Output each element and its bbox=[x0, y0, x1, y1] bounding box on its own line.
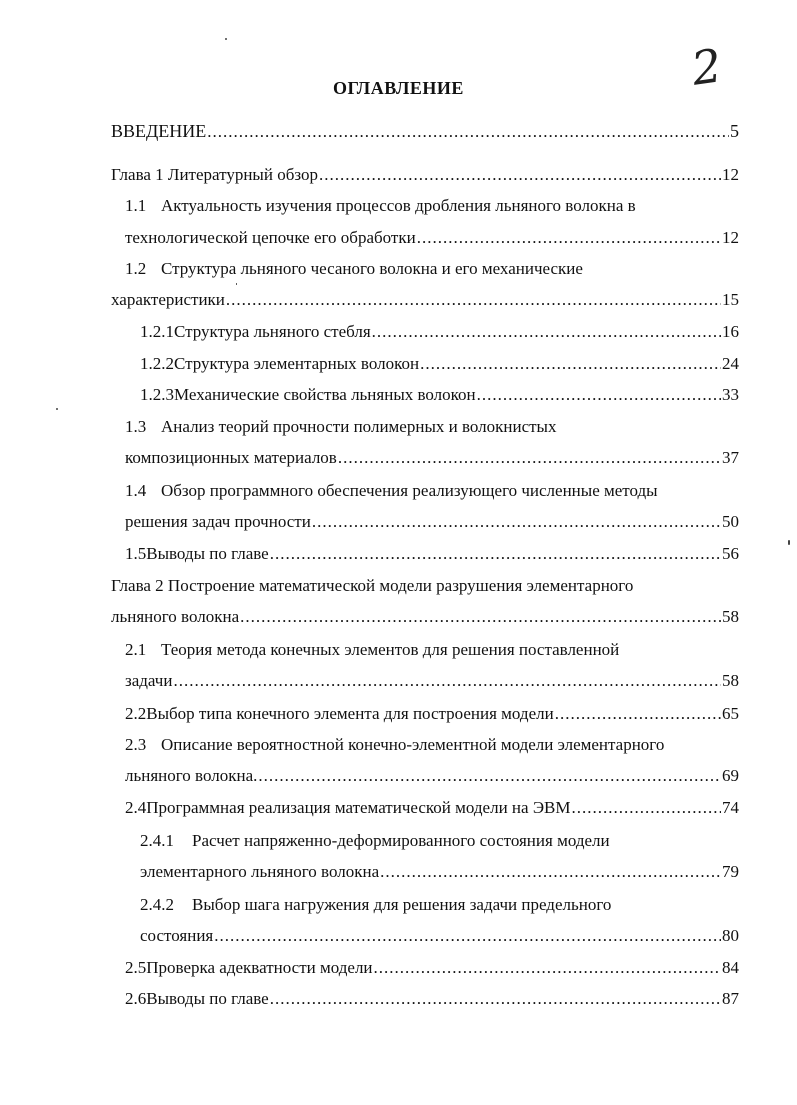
toc-page-number: 37 bbox=[722, 448, 739, 467]
toc-entry-1-1-line1[interactable] bbox=[125, 194, 636, 218]
toc-page-number: 74 bbox=[722, 798, 739, 817]
toc-entry-title: Структура льняного чесаного волокна и его механические bbox=[161, 259, 583, 278]
toc-entry-title: Выводы по главе bbox=[146, 989, 269, 1008]
toc-page-number: 16 bbox=[722, 322, 739, 341]
toc-entry-1-3-line1[interactable] bbox=[125, 415, 556, 439]
handwritten-page-number: 2 bbox=[688, 38, 725, 96]
scan-speck bbox=[225, 38, 227, 40]
toc-entry-1-2[interactable] bbox=[111, 288, 739, 312]
section-number: 1.2.3 bbox=[140, 385, 174, 404]
toc-entry-2-5[interactable] bbox=[125, 956, 739, 980]
section-number: 1.4 bbox=[125, 481, 147, 500]
leader-dots bbox=[270, 542, 721, 566]
leader-dots bbox=[374, 956, 721, 980]
section-number: 2.2 bbox=[125, 704, 147, 723]
toc-page-number: 56 bbox=[722, 544, 739, 563]
section-number: 1.5 bbox=[125, 544, 147, 563]
toc-entry-title: Проверка адекватности модели bbox=[146, 958, 373, 977]
leader-dots bbox=[312, 510, 721, 534]
toc-page-number: 58 bbox=[722, 607, 739, 626]
toc-entry-title-cont: льняного волокна. bbox=[125, 766, 258, 785]
section-number: 2.5 bbox=[125, 958, 147, 977]
leader-dots bbox=[338, 446, 721, 470]
leader-dots bbox=[173, 669, 721, 693]
toc-entry-title: Актуальность изучения процессов дробления льняного волокна в bbox=[161, 196, 636, 215]
toc-entry-2-3[interactable] bbox=[125, 764, 739, 788]
toc-page-number: 65 bbox=[722, 704, 739, 723]
toc-entry-title: Глава 1 Литературный обзор bbox=[111, 165, 318, 184]
toc-entry-title: Теория метода конечных элементов для решения поставленной bbox=[161, 640, 620, 659]
toc-entry-intro[interactable] bbox=[111, 119, 739, 143]
leader-dots bbox=[420, 352, 721, 376]
toc-entry-title: Анализ теорий прочности полимерных и волокнистых bbox=[161, 417, 557, 436]
leader-dots bbox=[555, 702, 721, 726]
toc-entry-1-4[interactable] bbox=[125, 510, 739, 534]
toc-entry-title: Выбор типа конечного элемента для построения модели bbox=[146, 704, 554, 723]
scan-speck bbox=[56, 408, 58, 410]
section-number: 2.4.1 bbox=[140, 831, 174, 850]
toc-entry-title-cont: композиционных материалов bbox=[125, 448, 337, 467]
section-number: 2.4 bbox=[125, 798, 147, 817]
toc-entry-chapter-1[interactable] bbox=[111, 163, 739, 187]
toc-entry-title: Описание вероятностной конечно-элементной модели элементарного bbox=[161, 735, 665, 754]
toc-entry-title: Обзор программного обеспечения реализующего численные методы bbox=[161, 481, 658, 500]
leader-dots bbox=[380, 860, 721, 884]
leader-dots bbox=[214, 924, 721, 948]
leader-dots bbox=[572, 796, 722, 820]
toc-entry-title: Выбор шага нагружения для решения задачи предельного bbox=[192, 895, 612, 914]
section-number: 1.2.2 bbox=[140, 354, 174, 373]
toc-entry-1-3[interactable] bbox=[125, 446, 739, 470]
leader-dots bbox=[207, 120, 729, 144]
toc-entry-title-cont: задачи bbox=[125, 671, 173, 690]
section-number: 2.1 bbox=[125, 640, 147, 659]
toc-entry-title-cont: технологической цепочке его обработки bbox=[125, 228, 416, 247]
section-number: 1.1 bbox=[125, 196, 147, 215]
leader-dots bbox=[372, 320, 721, 344]
toc-page-number: 33 bbox=[722, 385, 739, 404]
toc-entry-title: Программная реализация математической модели на ЭВМ bbox=[146, 798, 571, 817]
toc-entry-title: Механические свойства льняных волокон bbox=[174, 385, 476, 404]
toc-entry-title: Расчет напряженно-деформированного состояния модели bbox=[192, 831, 610, 850]
toc-entry-1-2-1[interactable] bbox=[140, 320, 739, 344]
page-title: ОГЛАВЛЕНИЕ bbox=[333, 78, 464, 98]
leader-dots bbox=[240, 605, 721, 629]
toc-entry-title: Структура льняного стебля bbox=[174, 322, 371, 341]
toc-entry-2-4-1[interactable] bbox=[140, 860, 739, 884]
leader-dots bbox=[417, 226, 721, 250]
section-number: 1.2 bbox=[125, 259, 147, 278]
toc-entry-2-3-line1[interactable] bbox=[125, 733, 664, 757]
toc-entry-2-1[interactable] bbox=[125, 669, 739, 693]
toc-entry-title: Структура элементарных волокон bbox=[174, 354, 420, 373]
section-number: 1.2.1 bbox=[140, 322, 174, 341]
toc-entry-title: Выводы по главе bbox=[146, 544, 269, 563]
leader-dots bbox=[226, 288, 721, 312]
leader-dots bbox=[319, 163, 721, 187]
toc-page-number: 84 bbox=[722, 958, 739, 977]
toc-entry-1-2-line1[interactable] bbox=[125, 257, 583, 281]
toc-entry-2-4[interactable] bbox=[125, 796, 739, 820]
toc-entry-1-5[interactable] bbox=[125, 542, 739, 566]
section-number: 2.4.2 bbox=[140, 895, 174, 914]
toc-entry-title-cont: состояния bbox=[140, 926, 214, 945]
toc-entry-title-cont: льняного волокна bbox=[111, 607, 240, 626]
toc-entry-title: ВВЕДЕНИЕ bbox=[111, 121, 207, 141]
section-number: 2.6 bbox=[125, 989, 147, 1008]
toc-page-number: 12 bbox=[722, 228, 739, 247]
toc-entry-1-1[interactable] bbox=[125, 226, 739, 250]
toc-entry-2-1-line1[interactable] bbox=[125, 638, 619, 662]
section-number: 1.3 bbox=[125, 417, 147, 436]
leader-dots bbox=[477, 383, 721, 407]
toc-entry-title-cont: решения задач прочности bbox=[125, 512, 311, 531]
scan-speck bbox=[236, 283, 237, 285]
toc-page-number: 50 bbox=[722, 512, 739, 531]
toc-entry-1-2-2[interactable] bbox=[140, 352, 739, 376]
toc-page-number: 79 bbox=[722, 862, 739, 881]
toc-entry-1-2-3[interactable] bbox=[140, 383, 739, 407]
toc-entry-2-4-2[interactable] bbox=[140, 924, 739, 948]
toc-entry-chapter-2-line1[interactable] bbox=[111, 574, 633, 598]
toc-page-number: 12 bbox=[722, 165, 739, 184]
toc-entry-title-cont: характеристики bbox=[111, 290, 225, 309]
toc-entry-2-6[interactable] bbox=[125, 987, 739, 1011]
section-number: 2.3 bbox=[125, 735, 147, 754]
scan-speck bbox=[788, 540, 790, 545]
toc-page-number: 87 bbox=[722, 989, 739, 1008]
toc-page-number: 24 bbox=[722, 354, 739, 373]
toc-page-number: 80 bbox=[722, 926, 739, 945]
toc-entry-title-cont: элементарного льняного волокна bbox=[140, 862, 380, 881]
toc-entry-1-4-line1[interactable] bbox=[125, 479, 658, 503]
leader-dots bbox=[270, 987, 721, 1011]
toc-page-number: 15 bbox=[722, 290, 739, 309]
toc-entry-2-2[interactable] bbox=[125, 702, 739, 726]
toc-entry-2-4-1-line1[interactable] bbox=[140, 829, 610, 853]
toc-entry-chapter-2[interactable] bbox=[111, 605, 739, 629]
toc-entry-title: Глава 2 Построение математической модели разрушения элементарного bbox=[111, 576, 634, 595]
leader-dots bbox=[258, 764, 721, 788]
toc-page-number: 58 bbox=[722, 671, 739, 690]
toc-entry-2-4-2-line1[interactable] bbox=[140, 893, 611, 917]
toc-page-number: 69 bbox=[722, 766, 739, 785]
toc-page-number: 5 bbox=[730, 121, 739, 141]
